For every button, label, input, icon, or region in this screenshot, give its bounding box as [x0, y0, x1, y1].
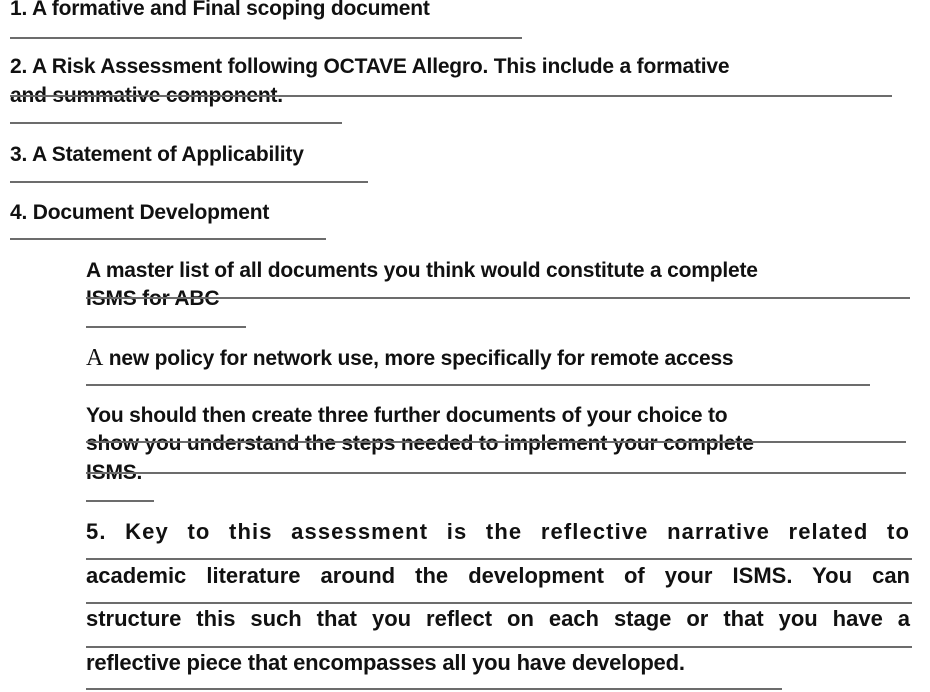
- item-5-line4: reflective piece that encompasses all you have developed.: [86, 650, 685, 675]
- further-docs-text-line3: ISMS.: [86, 461, 143, 484]
- master-list-text-line1: A master list of all documents you think would constitute a complete: [86, 259, 758, 282]
- further-docs-text-line1: You should then create three further documents of your choice to: [86, 404, 728, 427]
- underline: [86, 441, 906, 443]
- item-2-text-line1: 2. A Risk Assessment following OCTAVE Allegro. This include a formative: [10, 55, 730, 78]
- underline: [86, 326, 246, 328]
- underline: [10, 95, 892, 97]
- further-docs-text-line2: show you understand the steps needed to implement your complete: [86, 432, 754, 455]
- underline: [86, 472, 906, 474]
- underline: [10, 37, 522, 39]
- underline: [10, 122, 342, 124]
- underline: [86, 646, 912, 648]
- underline: [10, 238, 326, 240]
- underline: [86, 384, 870, 386]
- underline: [86, 558, 912, 560]
- item-4-text: 4. Document Development: [10, 201, 270, 224]
- underline: [86, 602, 912, 604]
- underline: [86, 688, 782, 690]
- underline: [86, 500, 154, 502]
- policy-text: [86, 344, 733, 373]
- item-3-text: 3. A Statement of Applicability: [10, 143, 304, 166]
- policy-initial: A: [86, 345, 104, 371]
- item-5-line1: 5. Key to this assessment is the reflective narrative related to: [86, 519, 910, 544]
- underline: [86, 297, 910, 299]
- item-5-line3: structure this such that you reflect on each stage or that you have a: [86, 606, 910, 631]
- underline: [10, 181, 368, 183]
- item-2-text-line2: and summative component.: [10, 84, 283, 107]
- policy-rest: new policy for network use, more specifically for remote access: [103, 347, 734, 370]
- item-1-text: 1. A formative and Final scoping document: [10, 0, 430, 20]
- item-5-line2: academic literature around the development of your ISMS. You can: [86, 563, 910, 588]
- master-list-text-line2: ISMS for ABC: [86, 287, 220, 310]
